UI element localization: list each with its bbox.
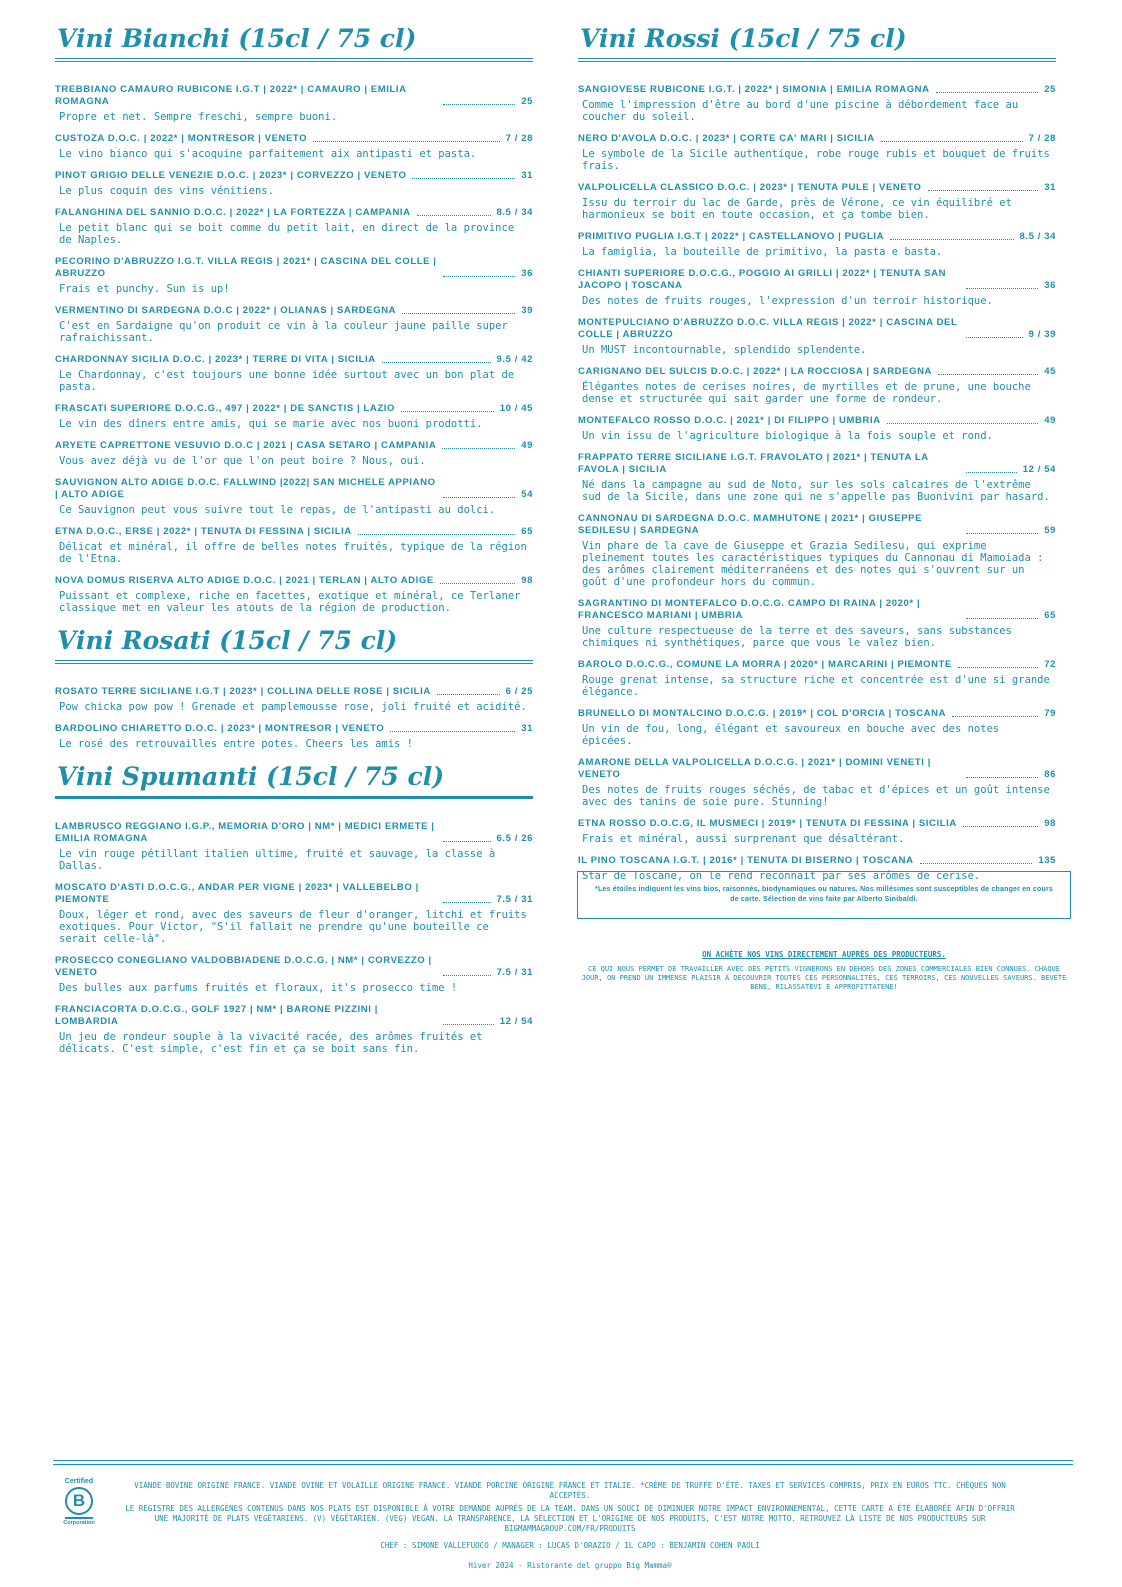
wine-header — [578, 855, 1056, 867]
wine-item — [55, 84, 533, 123]
wine-description: Un MUST incontournable, splendido splendente. — [582, 344, 867, 356]
wine-description: Le vino bianco qui s'acoquine parfaitement aix antipasti et pasta. — [59, 148, 477, 160]
section-divider — [55, 660, 533, 664]
wine-header — [55, 440, 533, 452]
wine-price: 72 — [1044, 659, 1056, 670]
wine-description: Doux, léger et rond, avec des saveurs de fleur d'oranger, litchi et fruits exotiques. Pour Victor, "S'il fallait ne prendre qu'une bouteille ce serait celle-là". — [59, 909, 527, 945]
wine-item — [55, 256, 533, 295]
wine-description: Pow chicka pow pow ! Grenade et pamplemousse rose, joli fruité et acidité. — [59, 701, 527, 713]
wine-description: Le vin des dîners entre amis, qui se marie avec nos buoni prodotti. — [59, 418, 483, 430]
b-corp-corporation-label: Corporation — [63, 1520, 95, 1526]
wine-price: 65 — [521, 526, 533, 537]
wine-price: 45 — [1044, 366, 1056, 377]
wine-item — [578, 182, 1056, 221]
dot-leader — [963, 826, 1038, 827]
wine-header — [55, 723, 533, 735]
wine-name: FRASCATI SUPERIORE D.O.C.G., 497 | 2022* | DE SANCTIS | LAZIO — [55, 403, 396, 414]
wine-item — [55, 686, 533, 713]
wine-price: 86 — [1044, 769, 1056, 780]
wine-name: CUSTOZA D.O.C. | 2022* | MONTRESOR | VENETO — [55, 133, 308, 144]
dot-leader — [890, 239, 1013, 240]
wine-header — [55, 526, 533, 538]
section-title-bianchi: Vini Bianchi (15cl / 75 cl) — [57, 24, 417, 53]
wine-item — [578, 231, 1056, 258]
wine-description: Frais et minéral, aussi surprenant que désaltérant. — [582, 833, 905, 845]
wine-item — [578, 133, 1056, 172]
dot-leader — [443, 497, 515, 498]
wine-header — [578, 317, 1056, 341]
wine-description: Le symbole de la Sicile authentique, robe rouge rubis et bouquet de fruits frais. — [582, 148, 1050, 172]
wine-header — [578, 366, 1056, 378]
wine-description: Des bulles aux parfums fruités et floraux, it's prosecco time ! — [59, 982, 458, 994]
wine-header — [55, 305, 533, 317]
wine-description: Des notes de fruits rouges séchés, de tabac et d'épices et un goût intense avec des tanins de soie pure. Stunning! — [582, 784, 1050, 808]
wine-price: 9.5 / 42 — [496, 354, 533, 365]
wine-price: 9 / 39 — [1028, 329, 1056, 340]
section-title-spumanti: Vini Spumanti (15cl / 75 cl) — [57, 762, 445, 791]
wine-name: ROSATO TERRE SICILIANE I.G.T | 2023* | COLLINA DELLE ROSE | SICILIA — [55, 686, 431, 697]
wine-header — [578, 415, 1056, 427]
footer-divider — [53, 1460, 1073, 1465]
wine-header — [578, 182, 1056, 194]
wine-description: Ce Sauvignon peut vous suivre tout le repas, de l'antipasti au dolci. — [59, 504, 496, 516]
wine-header — [55, 477, 533, 501]
wine-description: La famiglia, la bouteille de primitivo, la pasta e basta. — [582, 246, 943, 258]
wine-item — [55, 133, 533, 160]
dot-leader — [966, 533, 1038, 534]
wine-name: CANNONAU DI SARDEGNA D.O.C. MAMHUTONE | 2021* | GIUSEPPE SEDILESU | SARDEGNA — [578, 513, 923, 536]
wine-header — [55, 686, 533, 698]
dot-leader — [936, 92, 1039, 93]
dot-leader — [966, 288, 1038, 289]
wine-name: BARDOLINO CHIARETTO D.O.C. | 2023* | MONTRESOR | VENETO — [55, 723, 385, 734]
wine-price: 65 — [1044, 610, 1056, 621]
wine-item — [578, 757, 1056, 808]
wine-item — [578, 366, 1056, 405]
wine-item — [578, 708, 1056, 747]
wine-name: CARIGNANO DEL SULCIS D.O.C. | 2022* | LA ROCCIOSA | SARDEGNA — [578, 366, 932, 377]
wine-item — [55, 305, 533, 344]
wine-header — [578, 818, 1056, 830]
wine-item — [578, 415, 1056, 442]
wine-name: BRUNELLO DI MONTALCINO D.O.C.G. | 2019* | COL D'ORCIA | TOSCANA — [578, 708, 947, 719]
footer-season: Hiver 2024 - Ristorante del gruppo Big Mamma® — [468, 1561, 672, 1570]
dot-leader — [442, 448, 515, 449]
wine-description: Élégantes notes de cerises noires, de myrtilles et de prune, une bouche dense et structurée qui sait garder une forme de rondeur. — [582, 381, 1031, 405]
wine-price: 7.5 / 31 — [496, 967, 533, 978]
wine-name: ETNA D.O.C., ERSE | 2022* | TENUTA DI FESSINA | SICILIA — [55, 526, 352, 537]
footer-staff: CHEF : SIMONE VALLEFUOCO / MANAGER : LUCAS D'ORAZIO / IL CAPO : BENJAMIN COHEN PAOLI — [380, 1541, 760, 1550]
wine-header — [55, 882, 533, 906]
wine-price: 31 — [1044, 182, 1056, 193]
dot-leader — [928, 190, 1039, 191]
b-corp-certified-label: Certified — [64, 1478, 94, 1485]
wine-item — [55, 882, 533, 945]
wine-price: 7 / 28 — [1028, 133, 1056, 144]
wine-header — [55, 354, 533, 366]
wine-name: PROSECCO CONEGLIANO VALDOBBIADENE D.O.C.G. | NM* | CORVEZZO | VENETO — [55, 955, 432, 978]
wine-list-rossi — [578, 84, 1056, 882]
wine-description: Un vin issu de l'agriculture biologique à la fois souple et rond. — [582, 430, 993, 442]
wine-description: Le petit blanc qui se boit comme du petit lait, en direct de la province de Naples. — [59, 222, 515, 246]
footer-allergens-text: LE REGISTRE DES ALLERGÈNES CONTENUS DANS NOS PLATS EST DISPONIBLE À VOTRE DEMANDE AUPRÈS DE LA TEAM. DANS UN SOUCI DE DIMINUER NOTRE IMPACT ENVIRONNEMENTAL, CETTE CARTE A ÉTÉ ÉLABORÉE AFIN D'OFFRIR UNE MAJORITÉ DE PLATS VÉGÉTARIENS. (V) VÉGÉTARIEN. (VEG) VEGAN. LA TRANSPARENCE, LA SÉLECTION ET L'ORIGINE DE NOS PRODUITS, C'EST NOTRE MOTTO. RETROUVEZ LA LISTE DE NOS PRODUCTEURS SUR BIGMAMMAGROUP.COM/FR/PRODUITS — [125, 1504, 1015, 1533]
wine-header — [578, 268, 1056, 292]
wine-item — [55, 955, 533, 994]
wine-header — [55, 207, 533, 219]
b-corp-underline — [65, 1517, 93, 1519]
wine-name: PRIMITIVO PUGLIA I.G.T | 2022* | CASTELLANOVO | PUGLIA — [578, 231, 885, 242]
wine-header — [578, 513, 1056, 537]
footer-origin-text: VIANDE BOVINE ORIGINE FRANCE. VIANDE OVINE ET VOLAILLE ORIGINE FRANCE. VIANDE PORCINE ORIGINE FRANCE ET ITALIE. *CRÈME DE TRUFFE D'ÉTÉ. TAXES ET SERVICES COMPRIS, PRIX EN EUROS TTC. CHÈQUES NON ACCEPTÉS. — [134, 1481, 1006, 1500]
dot-leader — [443, 104, 515, 105]
dot-leader — [938, 374, 1038, 375]
wine-price: 7 / 28 — [505, 133, 533, 144]
wine-price: 49 — [1044, 415, 1056, 426]
wine-item — [578, 513, 1056, 588]
wine-price: 31 — [521, 723, 533, 734]
dot-leader — [401, 411, 494, 412]
wine-price: 98 — [521, 575, 533, 586]
dot-leader — [966, 777, 1038, 778]
wine-price: 49 — [521, 440, 533, 451]
wine-description: Le rosé des retrouvailles entre potes. Cheers les amis ! — [59, 738, 414, 750]
producers-title: ON ACHÈTE NOS VINS DIRECTEMENT AUPRÈS DES PRODUCTEURS. — [702, 950, 946, 959]
dot-leader — [313, 141, 499, 142]
wine-header — [578, 84, 1056, 96]
wine-price: 6.5 / 26 — [496, 833, 533, 844]
wine-header — [578, 133, 1056, 145]
dot-leader — [437, 694, 500, 695]
dot-leader — [958, 667, 1038, 668]
wine-name: NOVA DOMUS RISERVA ALTO ADIGE D.O.C. | 2021 | TERLAN | ALTO ADIGE — [55, 575, 434, 586]
wine-name: LAMBRUSCO REGGIANO I.G.P., MEMORIA D'ORO | NM* | MEDICI ERMETE | EMILIA ROMAGNA — [55, 821, 435, 844]
wine-price: 98 — [1044, 818, 1056, 829]
wine-name: VERMENTINO DI SARDEGNA D.O.C | 2022* | OLIANAS | SARDEGNA — [55, 305, 397, 316]
wine-note-box: *Les étoiles indiquent les vins bios, raisonnés, biodynamiques ou natures. Nos millésimes sont susceptibles de changer en cours de carte. Sélection de vins faite par Alberto Sinibaldi. — [577, 871, 1071, 919]
wine-description: Le plus coquin des vins vénitiens. — [59, 185, 274, 197]
wine-list-spumanti — [55, 821, 533, 1055]
wine-price: 7.5 / 31 — [496, 894, 533, 905]
wine-description: C'est en Sardaigne qu'on produit ce vin à la couleur jaune paille super rafraichissant. — [59, 320, 508, 344]
wine-item — [55, 575, 533, 614]
wine-name: SAGRANTINO DI MONTEFALCO D.O.C.G. CAMPO DI RAINA | 2020* | FRANCESCO MARIANI | UMBRIA — [578, 598, 921, 621]
wine-name: FRAPPATO TERRE SICILIANE I.G.T. FRAVOLATO | 2021* | TENUTA LA FAVOLA | SICILIA — [578, 452, 929, 475]
dot-leader — [382, 362, 491, 363]
wine-item — [55, 207, 533, 246]
wine-price: 8.5 / 34 — [496, 207, 533, 218]
wine-description: Le vin rouge pétillant italien ultime, fruité et sauvage, la classe à Dallas. — [59, 848, 496, 872]
wine-name: FALANGHINA DEL SANNIO D.O.C. | 2022* | LA FORTEZZA | CAMPANIA — [55, 207, 411, 218]
wine-item — [55, 403, 533, 430]
dot-leader — [358, 534, 515, 535]
wine-name: SANGIOVESE RUBICONE I.G.T. | 2022* | SIMONIA | EMILIA ROMAGNA — [578, 84, 930, 95]
wine-description: Délicat et minéral, il offre de belles notes fruités, typique de la région de l'Etna. — [59, 541, 527, 565]
wine-description: Propre et net. Sempre freschi, sempre buoni. — [59, 111, 338, 123]
wine-item — [55, 170, 533, 197]
wine-item — [578, 598, 1056, 649]
wine-name: ETNA ROSSO D.O.C.G, IL MUSMECI | 2019* | TENUTA DI FESSINA | SICILIA — [578, 818, 957, 829]
wine-name: ARYETE CAPRETTONE VESUVIO D.O.C | 2021 | CASA SETARO | CAMPANIA — [55, 440, 437, 451]
wine-header — [55, 575, 533, 587]
wine-price: 36 — [521, 268, 533, 279]
wine-header — [55, 821, 533, 845]
dot-leader — [443, 841, 491, 842]
wine-description: Issu du terroir du lac de Garde, près de Vérone, ce vin équilibré et harmonieux se boit en toute occasion, et ça tombe bien. — [582, 197, 1012, 221]
wine-name: BAROLO D.O.C.G., COMUNE LA MORRA | 2020* | MARCARINI | PIEMONTE — [578, 659, 952, 670]
wine-item — [55, 723, 533, 750]
wine-name: FRANCIACORTA D.O.C.G., GOLF 1927 | NM* | BARONE PIZZINI | LOMBARDIA — [55, 1004, 378, 1027]
wine-price: 25 — [521, 96, 533, 107]
left-column — [55, 22, 533, 1065]
wine-name: PINOT GRIGIO DELLE VENEZIE D.O.C. | 2023* | CORVEZZO | VENETO — [55, 170, 407, 181]
dot-leader — [443, 902, 491, 903]
wine-description: Des notes de fruits rouges, l'expression d'un terroir historique. — [582, 295, 993, 307]
dot-leader — [966, 337, 1023, 338]
wine-item — [55, 477, 533, 516]
wine-header — [578, 231, 1056, 243]
wine-price: 8.5 / 34 — [1019, 231, 1056, 242]
wine-item — [578, 818, 1056, 845]
wine-description: Le Chardonnay, c'est toujours une bonne idée surtout avec un bon plat de pasta. — [59, 369, 515, 393]
wine-name: TREBBIANO CAMAURO RUBICONE I.G.T | 2022* | CAMAURO | EMILIA ROMAGNA — [55, 84, 407, 107]
wine-item — [578, 452, 1056, 503]
wine-name: MOSCATO D'ASTI D.O.C.G., ANDAR PER VIGNE | 2023* | VALLEBELBO | PIEMONTE — [55, 882, 419, 905]
wine-item — [578, 317, 1056, 356]
wine-item — [578, 84, 1056, 123]
wine-price: 79 — [1044, 708, 1056, 719]
wine-item — [55, 1004, 533, 1055]
wine-description: Star de Toscane, on le rend reconnait par ses arômes de cerise. — [582, 870, 981, 882]
wine-header — [55, 1004, 533, 1028]
wine-price: 59 — [1044, 525, 1056, 536]
wine-description: Frais et punchy. Sun is up! — [59, 283, 230, 295]
dot-leader — [443, 276, 515, 277]
wine-price: 39 — [521, 305, 533, 316]
dot-leader — [966, 472, 1017, 473]
wine-description: Vous avez déjà vu de l'or que l'on peut boire ? Nous, oui. — [59, 455, 426, 467]
wine-name: MONTEFALCO ROSSO D.O.C. | 2021* | DI FILIPPO | UMBRIA — [578, 415, 881, 426]
wine-name: AMARONE DELLA VALPOLICELLA D.O.C.G. | 2021* | DOMINI VENETI | VENETO — [578, 757, 931, 780]
wine-header — [578, 757, 1056, 781]
wine-name: IL PINO TOSCANA I.G.T. | 2016* | TENUTA DI BISERNO | TOSCANA — [578, 855, 914, 866]
wine-description: Comme l'impression d'être au bord d'une piscine à débordement face au coucher du soleil. — [582, 99, 1019, 123]
wine-price: 31 — [521, 170, 533, 181]
section-divider — [55, 58, 533, 62]
wine-list-rosati — [55, 686, 533, 750]
wine-header — [55, 84, 533, 108]
wine-item — [578, 659, 1056, 698]
section-title-rossi: Vini Rossi (15cl / 75 cl) — [580, 24, 907, 53]
wine-header — [578, 659, 1056, 671]
dot-leader — [443, 975, 491, 976]
wine-header — [55, 955, 533, 979]
wine-name: SAUVIGNON ALTO ADIGE D.O.C. FALLWIND |2022| SAN MICHELE APPIANO | ALTO ADIGE — [55, 477, 436, 500]
wine-header — [55, 170, 533, 182]
wine-name: MONTEPULCIANO D'ABRUZZO D.O.C. VILLA REGIS | 2022* | CASCINA DEL COLLE | ABRUZZO — [578, 317, 958, 340]
wine-name: VALPOLICELLA CLASSICO D.O.C. | 2023* | TENUTA PULE | VENETO — [578, 182, 922, 193]
wine-header — [578, 708, 1056, 720]
wine-price: 12 / 54 — [499, 1016, 533, 1027]
wine-price: 6 / 25 — [505, 686, 533, 697]
wine-description: Rouge grenat intense, sa structure riche et concentrée est d'une si grande élégance. — [582, 674, 1050, 698]
wine-header — [578, 598, 1056, 622]
wine-header — [55, 403, 533, 415]
wine-description: Un jeu de rondeur souple à la vivacité racée, des arômes fruités et délicats. C'est simple, c'est fin et ça se boit sans fin. — [59, 1031, 483, 1055]
wine-price: 36 — [1044, 280, 1056, 291]
right-column — [578, 22, 1056, 892]
wine-price: 135 — [1038, 855, 1056, 866]
wine-header — [55, 256, 533, 280]
wine-list-bianchi — [55, 84, 533, 614]
wine-item — [578, 268, 1056, 307]
dot-leader — [440, 583, 515, 584]
wine-header — [578, 452, 1056, 476]
wine-price: 54 — [521, 489, 533, 500]
dot-leader — [920, 863, 1033, 864]
b-corp-icon: B — [65, 1487, 93, 1515]
section-divider — [55, 796, 533, 799]
wine-description: Puissant et complexe, riche en facettes, exotique et minéral, ce Terlaner classique met en valeur les atouts de la région de production. — [59, 590, 521, 614]
wine-header — [55, 133, 533, 145]
dot-leader — [966, 618, 1038, 619]
dot-leader — [402, 313, 515, 314]
b-corp-logo — [60, 1478, 98, 1526]
wine-description: Une culture respectueuse de la terre et des saveurs, sans substances chimiques ni synthétiques, parce que vous le valez bien. — [582, 625, 1012, 649]
wine-name: CHIANTI SUPERIORE D.O.C.G., POGGIO AI GRILLI | 2022* | TENUTA SAN JACOPO | TOSCANA — [578, 268, 947, 291]
section-title-rosati: Vini Rosati (15cl / 75 cl) — [57, 626, 398, 655]
dot-leader — [417, 215, 491, 216]
dot-leader — [887, 423, 1039, 424]
wine-price: 12 / 54 — [1022, 464, 1056, 475]
wine-name: PECORINO D'ABRUZZO I.G.T. VILLA REGIS | 2021* | CASCINA DEL COLLE | ABRUZZO — [55, 256, 437, 279]
wine-description: Un vin de fou, long, élégant et savoureux en bouche avec des notes épicées. — [582, 723, 1000, 747]
producers-text: CE QUI NOUS PERMET DE TRAVAILLER AVEC DES PETITS VIGNERONS EN DEHORS DES ZONES COMMERCIALES BIEN CONNUES. CHAQUE JOUR, ON PREND UN IMMENSE PLAISIR À DÉCOUVRIR TOUTES CES PERSONNALITÉS, CES TERROIRS, CES NOUVELLES SAVEURS. BEVETE BENE, RILASSATEVI E APPROFITTATENE! — [581, 965, 1067, 991]
section-divider — [578, 58, 1056, 62]
dot-leader — [952, 716, 1038, 717]
wine-item — [55, 821, 533, 872]
dot-leader — [390, 731, 515, 732]
wine-price: 10 / 45 — [499, 403, 533, 414]
wine-item — [55, 440, 533, 467]
wine-item — [55, 526, 533, 565]
wine-description: Vin phare de la cave de Giuseppe et Grazia Sedilesu, qui exprime pleinement toutes les caractéristiques typiques du Cannonau di Mamoiada : des arômes clairement méditerranéens et des notes qui s'ouvrent sur un goût d'une profondeur hors du commun. — [582, 540, 1044, 588]
wine-item — [55, 354, 533, 393]
wine-name: CHARDONNAY SICILIA D.O.C. | 2023* | TERRE DI VITA | SICILIA — [55, 354, 376, 365]
dot-leader — [443, 1024, 494, 1025]
wine-name: NERO D'AVOLA D.O.C. | 2023* | CORTE CA' MARI | SICILIA — [578, 133, 875, 144]
dot-leader — [881, 141, 1023, 142]
dot-leader — [412, 178, 515, 179]
wine-description: Né dans la campagne au sud de Noto, sur les sols calcaires de l'extrême sud de la Sicile, dans une zone qui ne s'appelle pas Buonivini par hasard. — [582, 479, 1050, 503]
wine-price: 25 — [1044, 84, 1056, 95]
